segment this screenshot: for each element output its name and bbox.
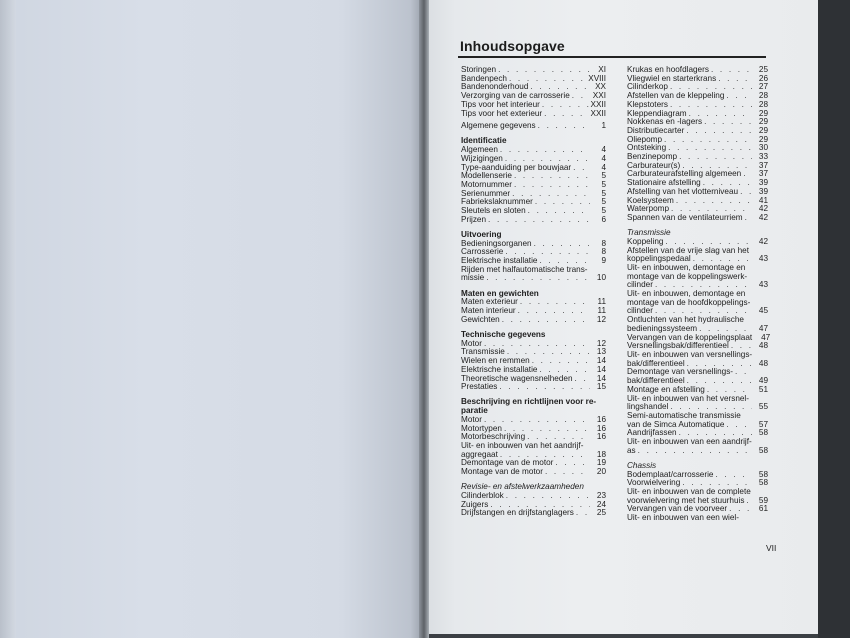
dot-leader <box>520 298 590 307</box>
toc-entry-label: Verzorging van de carrosserie <box>461 91 570 101</box>
toc-page-number: 5 <box>601 171 606 181</box>
dot-leader <box>514 172 590 181</box>
toc-page-number: 6 <box>601 214 606 224</box>
dot-leader <box>704 118 752 127</box>
toc-page-number: 14 <box>596 364 606 374</box>
toc-entry-continued: Ontluchten van het hydraulische <box>627 315 744 325</box>
dot-leader <box>535 198 590 207</box>
toc-entry-label: Ontsteking <box>627 143 667 153</box>
dot-leader <box>726 421 752 430</box>
toc-page-number: 42 <box>758 236 768 246</box>
dot-leader <box>638 447 752 456</box>
toc-entry-label: Algemeen <box>461 145 498 155</box>
toc-entry-label: Krukas en hoofdlagers <box>627 65 709 74</box>
toc-page-number: 58 <box>758 428 768 438</box>
toc-entry-continued: Uit- en inbouwen van de complete <box>627 487 751 497</box>
toc-page-number: 29 <box>758 108 768 118</box>
toc-page-number: 18 <box>596 449 606 459</box>
toc-entry-label: Serienummer <box>461 188 511 198</box>
toc-page-number: 4 <box>601 153 606 163</box>
toc-entry-label: koppelingspedaal <box>627 254 691 264</box>
toc-page-number: 1 <box>601 121 606 131</box>
dot-leader <box>502 316 590 325</box>
dot-leader <box>573 164 590 173</box>
toc-entry-continued: Uit- en inbouwen van het aandrijf- <box>461 440 584 450</box>
toc-entry-label: Elektrische installatie <box>461 256 538 266</box>
book-spine <box>419 0 429 638</box>
toc-entry-continued: Uit- en inbouwen van een aandrijf- <box>627 437 752 447</box>
toc-entry-label: lingshandel <box>627 402 669 412</box>
toc-page-number: 15 <box>596 382 606 392</box>
section-heading: Identificatie <box>461 136 507 146</box>
toc-page-number: 14 <box>596 356 606 366</box>
dot-leader <box>500 146 590 155</box>
toc-entry-label: Bodemplaat/carrosserie <box>627 469 714 479</box>
toc-page-number: 28 <box>758 99 768 109</box>
toc-entry-label: Modellenserie <box>461 171 512 181</box>
toc-entry-label: Motor <box>461 338 482 348</box>
toc-entry-continued: Afstellen van de vrije slag van het <box>627 245 749 255</box>
toc-entry <box>461 383 606 392</box>
toc-page-number: XXII <box>590 108 606 118</box>
toc-entry-label: Koelsysteem <box>627 195 674 205</box>
dot-leader <box>745 214 752 223</box>
toc-entry-label: Voorwielvering <box>627 478 681 488</box>
toc-page-number: 5 <box>601 188 606 198</box>
toc-entry-continued: Rijden met halfautomatische trans- <box>461 264 588 274</box>
toc-page-number: 25 <box>596 508 606 518</box>
toc-entry-continued: Uit- en inbouwen van versnellings- <box>627 350 753 359</box>
toc-page-number: 11 <box>597 306 606 316</box>
left-page-edge <box>0 0 16 638</box>
dot-leader <box>576 509 590 518</box>
toc-page-number: 37 <box>758 169 768 179</box>
toc-entry-label: bak/differentieel <box>627 376 685 386</box>
toc-page-number: 37 <box>758 160 768 170</box>
toc-page-number: 19 <box>596 458 606 468</box>
section-heading: Technische gegevens <box>461 329 546 339</box>
toc-entry-label: Elektrische installatie <box>461 364 538 374</box>
toc-page-number: 28 <box>758 91 768 101</box>
toc-page-number: 43 <box>758 280 768 290</box>
toc-entry-label: cilinder <box>627 306 653 316</box>
toc-entry-label: Spannen van de ventilateurriem <box>627 212 743 222</box>
toc-page-number: 47 <box>758 323 768 333</box>
dot-leader <box>746 497 752 506</box>
toc-entry <box>461 468 606 477</box>
dot-leader <box>506 492 590 501</box>
dot-leader <box>528 207 590 216</box>
toc-entry-label: Motorbeschrijving <box>461 432 526 442</box>
toc-page-number: 26 <box>758 73 768 83</box>
dot-leader <box>668 144 752 153</box>
toc-page-number: 48 <box>758 341 768 351</box>
title-rule <box>458 56 766 58</box>
toc-entry-continued: montage van de koppelingswerk- <box>627 271 748 281</box>
toc-entry-label: Waterpomp <box>627 204 670 214</box>
dot-leader <box>718 75 752 84</box>
toc-entry-label: Motor <box>461 414 482 424</box>
toc-page-number: 23 <box>596 490 606 500</box>
dot-leader <box>532 357 590 366</box>
dot-leader <box>542 101 589 110</box>
page-title: Inhoudsopgave <box>460 38 565 54</box>
toc-page-number: 42 <box>758 204 768 214</box>
toc-entry-label: Distributiecarter <box>627 125 685 135</box>
toc-entry-label: Carburateur(s) <box>627 160 681 170</box>
toc-entry-label: Motortypen <box>461 423 502 433</box>
toc-entry-label: Bedieningsorganen <box>461 238 532 248</box>
toc-entry-label: Klepstoters <box>627 99 668 109</box>
left-page <box>0 0 423 638</box>
toc-entry-label: Demontage van de motor <box>461 458 554 468</box>
toc-page-number: 39 <box>758 178 768 188</box>
toc-page-number: 30 <box>758 143 768 153</box>
toc-page-number: 12 <box>596 314 606 324</box>
toc-entry-label: voorwielvering met het stuurhuis <box>627 495 745 505</box>
background-surface <box>818 0 850 638</box>
section-heading: Maten en gewichten <box>461 288 539 298</box>
toc-page-number: XXII <box>590 99 606 109</box>
toc-page-number: 4 <box>601 162 606 172</box>
toc-entry-label: Afstelling van het vlotterniveau <box>627 186 739 196</box>
toc-entry-label: Fabriekslaknummer <box>461 197 533 207</box>
toc-page-number: 9 <box>601 256 606 266</box>
toc-page-number: XXI <box>592 91 606 101</box>
toc-page-number: 8 <box>601 247 606 257</box>
dot-leader <box>679 153 752 162</box>
dot-leader <box>518 307 590 316</box>
toc-entry-continued: Uit- en inbouwen van een wiel- <box>627 513 739 523</box>
toc-page-number: XX <box>595 82 606 92</box>
toc-page-number: 5 <box>601 197 606 207</box>
toc-entry-label: Vervangen van de voorveer <box>627 504 728 514</box>
section-heading: Uitvoering <box>461 229 502 239</box>
toc-entry-label: Oliepomp <box>627 134 663 144</box>
toc-page-number: 4 <box>601 145 606 155</box>
toc-page-number: 29 <box>758 125 768 135</box>
toc-page-number: 58 <box>758 469 768 479</box>
toc-entry <box>627 447 768 456</box>
dot-leader <box>726 92 752 101</box>
toc-page-number: 8 <box>601 238 606 248</box>
toc-entry-label: Bandenpech <box>461 73 507 83</box>
toc-entry <box>461 274 606 283</box>
toc-page-number: 11 <box>597 297 606 307</box>
toc-entry-label: Bandenonderhoud <box>461 82 529 92</box>
dot-leader <box>498 66 590 75</box>
toc-entry-label: Tips voor het interieur <box>461 99 540 109</box>
toc-page-number: 39 <box>758 186 768 196</box>
dot-leader <box>538 122 590 131</box>
section-heading: Beschrijving en richtlijnen voor re- <box>461 397 597 407</box>
toc-entry-label: Versnellingsbak/differentieel <box>627 341 729 351</box>
page-number: VII <box>766 543 777 553</box>
toc-page-number: 24 <box>596 499 606 509</box>
toc-entry-label: Afstellen van de kleppeling <box>627 91 725 101</box>
toc-entry-label: Gewichten <box>461 314 500 324</box>
toc-entry-label: Maten interieur <box>461 306 516 316</box>
subsection-heading: Transmissie <box>627 228 671 238</box>
dot-leader <box>488 216 590 225</box>
dot-leader <box>514 181 590 190</box>
toc-entry <box>461 316 606 325</box>
toc-entry <box>461 509 606 518</box>
toc-entry-label: Cilinderkop <box>627 82 668 92</box>
toc-entry-label: Nokkenas en -lagers <box>627 117 703 127</box>
toc-page-number: 49 <box>758 376 768 386</box>
toc-entry-continued: Uit- en inbouwen van het versnel- <box>627 393 749 403</box>
toc-entry-label: bak/differentieel <box>627 358 685 368</box>
dot-leader <box>676 197 752 206</box>
toc-entry-label: Theoretische wagensnelheden <box>461 373 573 383</box>
toc-page-number: 20 <box>596 467 606 477</box>
toc-entry-label: Kleppendiagram <box>627 108 687 118</box>
toc-page-number: 14 <box>596 373 606 383</box>
toc-entry-label: Cilinderblok <box>461 490 504 500</box>
toc-page-number: 16 <box>596 432 606 442</box>
dot-leader <box>740 188 752 197</box>
toc-entry-label: Vliegwiel en starterkrans <box>627 73 717 83</box>
toc-page-number: XI <box>598 65 606 74</box>
toc-page-number: 61 <box>758 504 768 514</box>
toc-entry-label: Demontage van versnellings- <box>627 367 734 377</box>
toc-entry-label: Sleutels en sloten <box>461 206 526 216</box>
toc-page-number: 16 <box>596 423 606 433</box>
toc-page-number: 27 <box>758 82 768 92</box>
toc-page-number: 45 <box>758 306 768 316</box>
dot-leader <box>743 170 752 179</box>
toc-page-number: 13 <box>596 347 606 357</box>
toc-entry-continued: montage van de hoofdkoppelings- <box>627 297 751 307</box>
toc-entry-label: Carburateurafstelling algemeen <box>627 169 742 179</box>
dot-leader <box>499 383 590 392</box>
toc-page-number: 10 <box>596 273 606 283</box>
toc-entry-label: cilinder <box>627 280 653 290</box>
toc-entry-label: Maten exterieur <box>461 297 518 307</box>
toc-entry-label: Tips voor het exterieur <box>461 108 543 118</box>
toc-entry-label: Aandrijfassen <box>627 428 677 438</box>
toc-entry <box>627 214 768 223</box>
toc-page-number: 43 <box>758 254 768 264</box>
dot-leader <box>715 471 752 480</box>
toc-page-number: 57 <box>758 419 768 429</box>
dot-leader <box>735 368 752 377</box>
toc-entry-label: Prestaties <box>461 382 498 392</box>
toc-entry-label: Carrosserie <box>461 247 504 257</box>
toc-entry <box>461 110 606 119</box>
toc-page-number: 58 <box>758 478 768 488</box>
toc-page-number: 29 <box>758 117 768 127</box>
subsection-heading: Chassis <box>627 460 657 470</box>
toc-entry-label: Vervangen van de koppelingsplaat <box>627 332 753 342</box>
toc-page-number: 59 <box>758 495 768 505</box>
toc-page-number: 25 <box>758 65 768 74</box>
toc-page-number: 16 <box>596 414 606 424</box>
toc-entry-label: aggregaat <box>461 449 498 459</box>
subsection-heading: Revisie- en afstelwerkzaamheden <box>461 482 584 492</box>
dot-leader <box>664 136 752 145</box>
toc-page-number: 48 <box>758 358 768 368</box>
toc-page-number: 55 <box>758 402 768 412</box>
toc-page-number: 12 <box>596 338 606 348</box>
dot-leader <box>486 274 590 283</box>
toc-entry-label: bedieningssysteem <box>627 323 698 333</box>
toc-entry-continued: Uit- en inbouwen, demontage en <box>627 289 746 299</box>
toc-entry-label: Wielen en remmen <box>461 356 530 366</box>
toc-entry-label: Prijzen <box>461 214 487 224</box>
toc-entry-label: as <box>627 445 636 455</box>
toc-entry-label: Koppeling <box>627 236 664 246</box>
toc-entry-label: Storingen <box>461 65 497 74</box>
toc-entry-label: van de Simca Automatique <box>627 419 725 429</box>
toc-entry-continued: Uit- en inbouwen, demontage en <box>627 262 746 272</box>
dot-leader <box>572 92 590 101</box>
dot-leader <box>575 375 590 384</box>
dot-leader <box>555 459 590 468</box>
toc-entry-label: Type-aanduiding per bouwjaar <box>461 162 572 172</box>
toc-entry-label: Motornummer <box>461 179 512 189</box>
toc-entry-label: Algemene gegevens <box>461 121 536 131</box>
toc-entry <box>461 216 606 225</box>
toc-entry <box>461 122 606 131</box>
toc-entry-label: Transmissie <box>461 347 505 357</box>
section-heading: paratie <box>461 406 488 416</box>
toc-page-number: XVIII <box>588 73 606 83</box>
toc-page-number: 42 <box>758 212 768 222</box>
toc-page-number: 5 <box>601 179 606 189</box>
toc-page-number: 51 <box>758 384 768 394</box>
toc-entry-label: Stationaire afstelling <box>627 178 701 188</box>
toc-page-number: 41 <box>758 195 768 205</box>
toc-entry-label: missie <box>461 273 485 283</box>
toc-entry-continued: Semi-automatische transmissie <box>627 410 741 420</box>
toc-entry-label: Zuigers <box>461 499 489 509</box>
toc-column-left <box>461 66 606 518</box>
toc-page-number: 58 <box>758 445 768 455</box>
toc-entry-label: Montage van de motor <box>461 467 543 477</box>
toc-entry-label: Wijzigingen <box>461 153 503 163</box>
toc-entry-label: Drijfstangen en drijfstanglagers <box>461 508 574 518</box>
toc-page-number: 5 <box>601 206 606 216</box>
toc-column-right <box>627 65 771 523</box>
dot-leader <box>711 66 752 75</box>
toc-entry-label: Benzinepomp <box>627 152 678 162</box>
dot-leader <box>544 110 588 119</box>
toc-entry-label: Montage en afstelling <box>627 384 705 394</box>
toc-page-number: 33 <box>758 152 768 162</box>
dot-leader <box>686 127 752 136</box>
dot-leader <box>545 468 590 477</box>
dot-leader <box>534 240 590 249</box>
toc-page-number: 47 <box>761 332 771 342</box>
toc-page-number: 29 <box>758 134 768 144</box>
